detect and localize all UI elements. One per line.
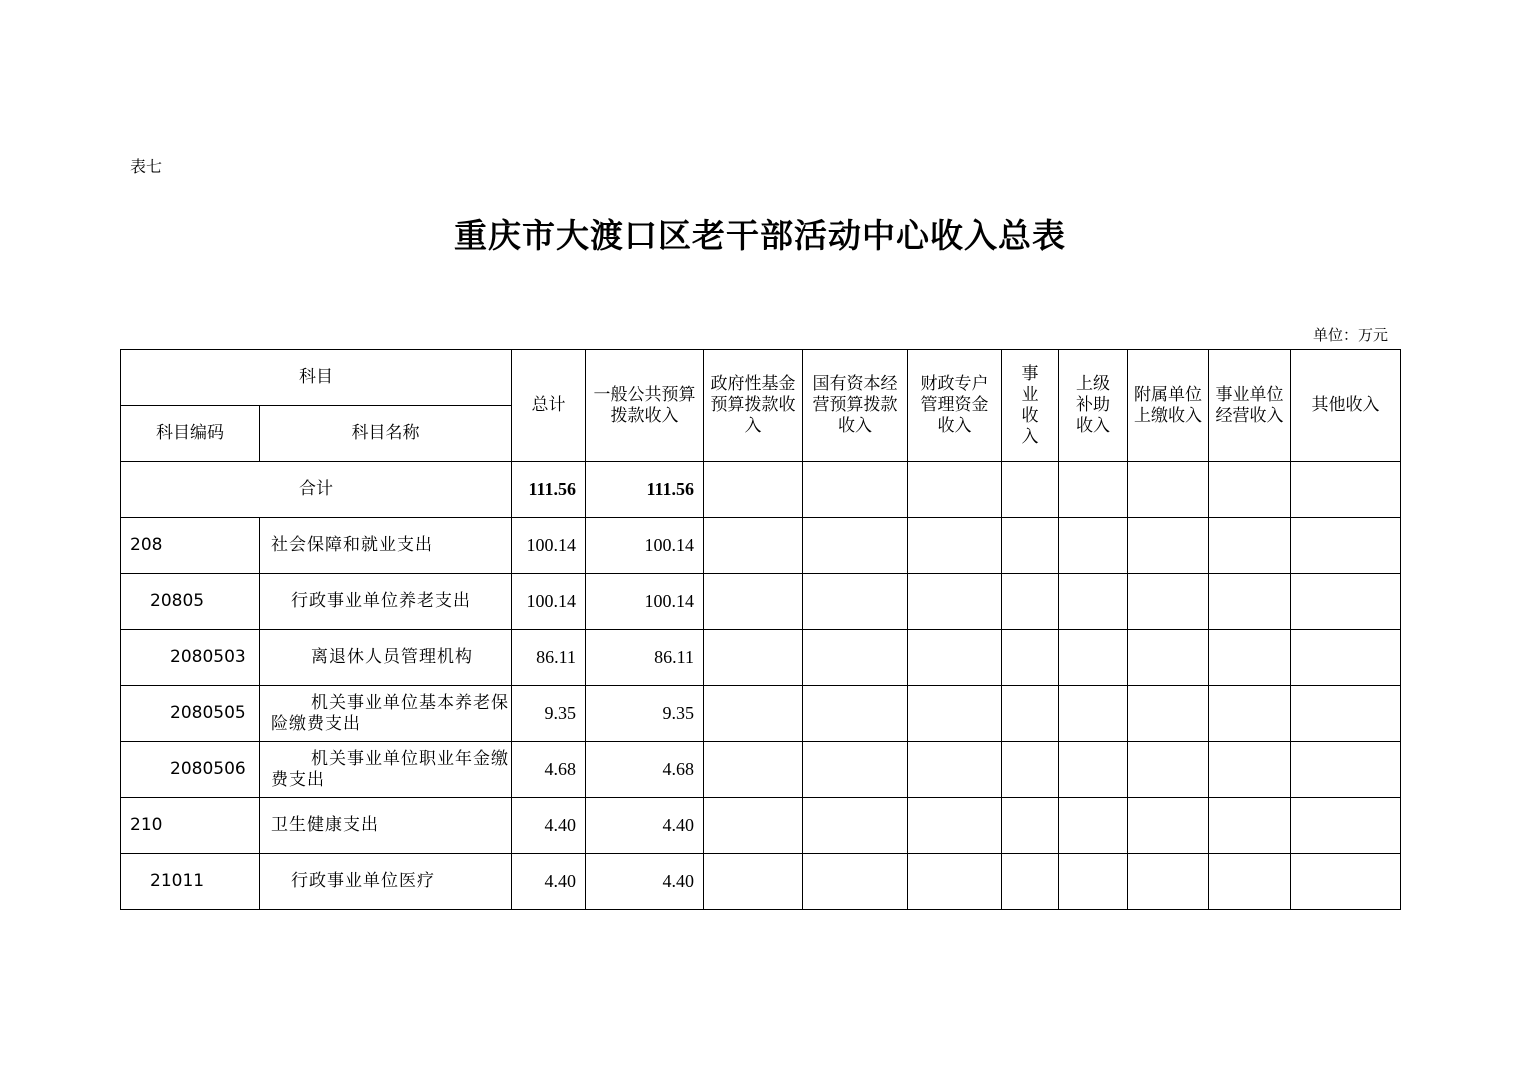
empty-cell xyxy=(704,574,803,630)
header-affiliated: 附属单位上缴收入 xyxy=(1128,350,1209,462)
empty-cell xyxy=(1002,462,1059,518)
document-title: 重庆市大渡口区老干部活动中心收入总表 xyxy=(454,216,1066,255)
empty-cell xyxy=(803,742,908,798)
header-business-operation: 事业单位经营收入 xyxy=(1209,350,1291,462)
row-name: 离退休人员管理机构 xyxy=(260,630,512,686)
row-name: 机关事业单位职业年金缴费支出 xyxy=(260,742,512,798)
empty-cell xyxy=(908,574,1002,630)
table-number-label: 表七 xyxy=(130,157,163,176)
empty-cell xyxy=(1002,630,1059,686)
header-gov-fund: 政府性基金预算拨款收入 xyxy=(704,350,803,462)
row-general-budget: 100.14 xyxy=(586,518,704,574)
empty-cell xyxy=(803,798,908,854)
row-total: 100.14 xyxy=(512,518,586,574)
table-row xyxy=(121,742,1401,798)
empty-cell xyxy=(1128,630,1209,686)
empty-cell xyxy=(704,630,803,686)
empty-cell xyxy=(1128,686,1209,742)
row-name: 行政事业单位养老支出 xyxy=(260,574,512,630)
empty-cell xyxy=(1291,462,1401,518)
header-total: 总计 xyxy=(512,350,586,462)
row-code: 20805 xyxy=(121,574,260,630)
table-row xyxy=(121,686,1401,742)
row-code: 21011 xyxy=(121,854,260,910)
empty-cell xyxy=(1128,854,1209,910)
empty-cell xyxy=(1128,462,1209,518)
row-total: 4.40 xyxy=(512,798,586,854)
row-code: 2080506 xyxy=(121,742,260,798)
row-total: 86.11 xyxy=(512,630,586,686)
empty-cell xyxy=(1059,798,1128,854)
empty-cell xyxy=(1209,854,1291,910)
header-subject-code: 科目编码 xyxy=(121,406,260,462)
sum-label: 合计 xyxy=(121,462,512,518)
table-row xyxy=(121,630,1401,686)
row-general-budget: 100.14 xyxy=(586,574,704,630)
empty-cell xyxy=(1209,574,1291,630)
row-name: 卫生健康支出 xyxy=(260,798,512,854)
empty-cell xyxy=(1002,518,1059,574)
empty-cell xyxy=(1002,798,1059,854)
empty-cell xyxy=(908,854,1002,910)
empty-cell xyxy=(1291,630,1401,686)
row-code: 210 xyxy=(121,798,260,854)
empty-cell xyxy=(704,798,803,854)
empty-cell xyxy=(803,630,908,686)
empty-cell xyxy=(1209,742,1291,798)
empty-cell xyxy=(1002,854,1059,910)
empty-cell xyxy=(1128,798,1209,854)
empty-cell xyxy=(1209,798,1291,854)
header-subject-name: 科目名称 xyxy=(260,406,512,462)
empty-cell xyxy=(1128,518,1209,574)
empty-cell xyxy=(1059,686,1128,742)
empty-cell xyxy=(1209,686,1291,742)
sum-total: 111.56 xyxy=(512,462,586,518)
empty-cell xyxy=(908,798,1002,854)
empty-cell xyxy=(1128,742,1209,798)
row-total: 9.35 xyxy=(512,686,586,742)
empty-cell xyxy=(908,686,1002,742)
empty-cell xyxy=(1128,574,1209,630)
empty-cell xyxy=(704,742,803,798)
header-fiscal-special: 财政专户管理资金收入 xyxy=(908,350,1002,462)
empty-cell xyxy=(1291,798,1401,854)
empty-cell xyxy=(1291,742,1401,798)
row-code: 2080503 xyxy=(121,630,260,686)
empty-cell xyxy=(803,686,908,742)
empty-cell xyxy=(704,686,803,742)
sum-general-budget: 111.56 xyxy=(586,462,704,518)
table-row xyxy=(121,574,1401,630)
empty-cell xyxy=(803,854,908,910)
empty-cell xyxy=(908,462,1002,518)
empty-cell xyxy=(1291,518,1401,574)
income-summary-table xyxy=(120,349,1401,910)
empty-cell xyxy=(1059,854,1128,910)
header-superior-subsidy: 上级补助收入 xyxy=(1059,350,1128,462)
empty-cell xyxy=(908,742,1002,798)
empty-cell xyxy=(1209,630,1291,686)
row-code: 2080505 xyxy=(121,686,260,742)
row-name: 机关事业单位基本养老保险缴费支出 xyxy=(260,686,512,742)
row-total: 4.40 xyxy=(512,854,586,910)
empty-cell xyxy=(704,518,803,574)
empty-cell xyxy=(1059,518,1128,574)
header-general-budget: 一般公共预算拨款收入 xyxy=(586,350,704,462)
empty-cell xyxy=(908,630,1002,686)
row-total: 4.68 xyxy=(512,742,586,798)
empty-cell xyxy=(1059,742,1128,798)
empty-cell xyxy=(803,574,908,630)
table-row xyxy=(121,798,1401,854)
header-business: 事业收入 xyxy=(1002,350,1059,462)
empty-cell xyxy=(803,462,908,518)
table-row-sum xyxy=(121,462,1401,518)
empty-cell xyxy=(1291,854,1401,910)
empty-cell xyxy=(803,518,908,574)
empty-cell xyxy=(1291,686,1401,742)
row-general-budget: 4.40 xyxy=(586,854,704,910)
header-state-capital: 国有资本经营预算拨款收入 xyxy=(803,350,908,462)
row-name: 行政事业单位医疗 xyxy=(260,854,512,910)
row-general-budget: 4.40 xyxy=(586,798,704,854)
empty-cell xyxy=(1291,574,1401,630)
empty-cell xyxy=(704,854,803,910)
empty-cell xyxy=(1209,462,1291,518)
row-general-budget: 9.35 xyxy=(586,686,704,742)
header-other: 其他收入 xyxy=(1291,350,1401,462)
table-row xyxy=(121,854,1401,910)
empty-cell xyxy=(1002,742,1059,798)
unit-label: 单位：万元 xyxy=(1312,326,1388,344)
empty-cell xyxy=(1059,630,1128,686)
table-row xyxy=(121,518,1401,574)
row-total: 100.14 xyxy=(512,574,586,630)
row-code: 208 xyxy=(121,518,260,574)
empty-cell xyxy=(704,462,803,518)
empty-cell xyxy=(908,518,1002,574)
header-subject: 科目 xyxy=(121,350,512,406)
empty-cell xyxy=(1002,574,1059,630)
row-general-budget: 4.68 xyxy=(586,742,704,798)
empty-cell xyxy=(1059,462,1128,518)
row-name: 社会保障和就业支出 xyxy=(260,518,512,574)
empty-cell xyxy=(1002,686,1059,742)
empty-cell xyxy=(1209,518,1291,574)
empty-cell xyxy=(1059,574,1128,630)
row-general-budget: 86.11 xyxy=(586,630,704,686)
